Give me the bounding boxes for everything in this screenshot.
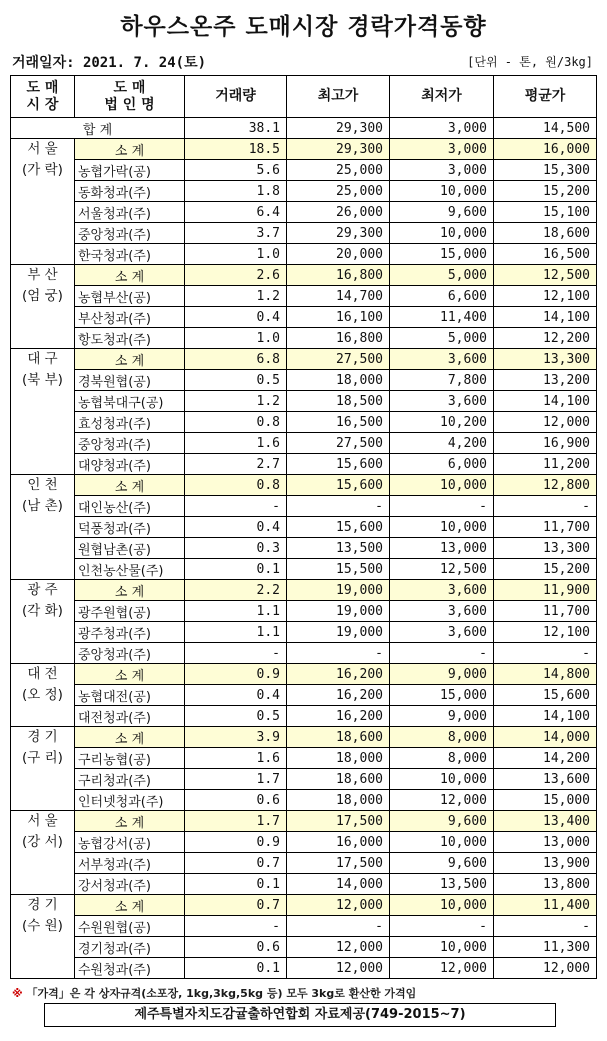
region-subname: (엄 궁)	[22, 288, 63, 304]
table-row	[11, 937, 597, 958]
corp-name: 항도청과(주)	[75, 328, 185, 349]
cell-min: 10,000	[390, 769, 494, 790]
table-body	[11, 118, 597, 979]
cell-avg: 11,200	[494, 454, 597, 475]
cell-volume: 0.5	[185, 706, 287, 727]
subtotal-label: 소 계	[75, 265, 185, 286]
cell-max: 12,000	[287, 895, 390, 916]
cell-min: 10,000	[390, 832, 494, 853]
cell-avg: 14,100	[494, 391, 597, 412]
region-name: 서 울	[27, 813, 58, 829]
region-subname: (가 락)	[22, 162, 63, 178]
cell-avg: 13,800	[494, 874, 597, 895]
region-name: 경 기	[27, 897, 58, 913]
cell-avg: 15,300	[494, 160, 597, 181]
cell-max: 18,000	[287, 748, 390, 769]
subtotal-row	[11, 811, 597, 832]
cell-volume: 0.1	[185, 874, 287, 895]
cell-min: 7,800	[390, 370, 494, 391]
cell-max: 20,000	[287, 244, 390, 265]
cell-volume: 6.4	[185, 202, 287, 223]
cell-volume: 0.4	[185, 685, 287, 706]
region-name: 경 기	[27, 729, 58, 745]
cell-volume: 0.8	[185, 412, 287, 433]
cell-volume: 2.7	[185, 454, 287, 475]
cell-volume: 1.0	[185, 244, 287, 265]
cell-min: -	[390, 916, 494, 937]
unit-label: [단위 - 톤, 원/3kg]	[467, 55, 593, 69]
cell-volume: -	[185, 916, 287, 937]
header-corp-line1: 도 매	[113, 79, 146, 96]
table-row	[11, 286, 597, 307]
total-label: 합 계	[11, 118, 185, 139]
cell-volume: 2.2	[185, 580, 287, 601]
region-cell	[11, 349, 75, 475]
cell-max: 15,600	[287, 454, 390, 475]
total-volume: 38.1	[185, 118, 287, 139]
subtotal-row	[11, 349, 597, 370]
table-row	[11, 853, 597, 874]
cell-avg: 14,000	[494, 727, 597, 748]
cell-min: 15,000	[390, 244, 494, 265]
cell-volume: 0.1	[185, 958, 287, 979]
cell-max: 18,600	[287, 727, 390, 748]
cell-volume: 0.3	[185, 538, 287, 559]
cell-avg: 11,700	[494, 517, 597, 538]
cell-avg: 13,300	[494, 349, 597, 370]
table-row	[11, 454, 597, 475]
price-note	[12, 985, 416, 1001]
cell-min: 3,000	[390, 139, 494, 160]
cell-avg: 11,300	[494, 937, 597, 958]
table-row	[11, 643, 597, 664]
cell-min: 5,000	[390, 328, 494, 349]
cell-volume: 6.8	[185, 349, 287, 370]
corp-name: 인천농산물(주)	[75, 559, 185, 580]
price-table	[10, 75, 597, 979]
region-name: 부 산	[27, 267, 58, 283]
corp-name: 원협남촌(공)	[75, 538, 185, 559]
corp-name: 농협북대구(공)	[75, 391, 185, 412]
region-subname: (북 부)	[22, 372, 63, 388]
cell-min: 13,000	[390, 538, 494, 559]
corp-name: 수원청과(주)	[75, 958, 185, 979]
cell-volume: -	[185, 643, 287, 664]
region-name: 인 천	[27, 477, 58, 493]
corp-name: 대인농산(주)	[75, 496, 185, 517]
cell-max: 14,700	[287, 286, 390, 307]
cell-min: 9,600	[390, 811, 494, 832]
corp-name: 부산청과(주)	[75, 307, 185, 328]
region-cell	[11, 895, 75, 979]
cell-max: 12,000	[287, 958, 390, 979]
corp-name: 광주원협(공)	[75, 601, 185, 622]
corp-name: 대양청과(주)	[75, 454, 185, 475]
table-row	[11, 916, 597, 937]
cell-min: 12,000	[390, 790, 494, 811]
cell-max: 16,200	[287, 685, 390, 706]
header-max: 최고가	[287, 76, 390, 118]
cell-max: 19,000	[287, 622, 390, 643]
corp-name: 동화청과(주)	[75, 181, 185, 202]
header-corp	[75, 76, 185, 118]
cell-volume: 1.6	[185, 433, 287, 454]
cell-volume: 0.4	[185, 517, 287, 538]
cell-min: 10,000	[390, 181, 494, 202]
cell-max: 18,000	[287, 790, 390, 811]
cell-avg: 13,600	[494, 769, 597, 790]
table-row	[11, 601, 597, 622]
cell-max: 16,200	[287, 664, 390, 685]
total-max: 29,300	[287, 118, 390, 139]
total-row	[11, 118, 597, 139]
cell-avg: 16,500	[494, 244, 597, 265]
region-subname: (수 원)	[22, 918, 63, 934]
cell-avg: 14,800	[494, 664, 597, 685]
cell-min: 3,000	[390, 160, 494, 181]
region-cell	[11, 580, 75, 664]
cell-max: 29,300	[287, 139, 390, 160]
table-row	[11, 622, 597, 643]
cell-max: 15,600	[287, 475, 390, 496]
corp-name: 구리농협(공)	[75, 748, 185, 769]
table-row	[11, 685, 597, 706]
cell-min: 9,600	[390, 202, 494, 223]
cell-min: 3,600	[390, 391, 494, 412]
cell-volume: 1.1	[185, 622, 287, 643]
cell-min: 8,000	[390, 727, 494, 748]
source-credit: 제주특별자치도감귤출하연합회 자료제공(749-2015~7)	[44, 1003, 556, 1027]
cell-volume: 0.7	[185, 895, 287, 916]
cell-avg: -	[494, 916, 597, 937]
corp-name: 대전청과(주)	[75, 706, 185, 727]
cell-avg: 16,000	[494, 139, 597, 160]
cell-max: 15,500	[287, 559, 390, 580]
cell-min: 3,600	[390, 349, 494, 370]
cell-volume: 3.9	[185, 727, 287, 748]
header-avg: 평균가	[494, 76, 597, 118]
cell-min: -	[390, 643, 494, 664]
cell-avg: 18,600	[494, 223, 597, 244]
table-row	[11, 769, 597, 790]
table-row	[11, 538, 597, 559]
cell-volume: 0.9	[185, 664, 287, 685]
subtotal-row	[11, 139, 597, 160]
corp-name: 덕풍청과(주)	[75, 517, 185, 538]
cell-min: 4,200	[390, 433, 494, 454]
cell-min: 10,000	[390, 895, 494, 916]
region-cell	[11, 811, 75, 895]
cell-avg: 12,500	[494, 265, 597, 286]
cell-volume: 1.2	[185, 286, 287, 307]
cell-max: 19,000	[287, 601, 390, 622]
cell-avg: 12,000	[494, 958, 597, 979]
header-market-line1: 도 매	[26, 79, 59, 96]
table-row	[11, 748, 597, 769]
cell-volume: 0.9	[185, 832, 287, 853]
page-title: 하우스온주 도매시장 경락가격동향	[120, 14, 487, 40]
region-subname: (강 서)	[22, 834, 63, 850]
cell-avg: 16,900	[494, 433, 597, 454]
cell-avg: 14,200	[494, 748, 597, 769]
cell-min: 8,000	[390, 748, 494, 769]
corp-name: 농협부산(공)	[75, 286, 185, 307]
cell-volume: 1.2	[185, 391, 287, 412]
cell-max: 12,000	[287, 937, 390, 958]
subtotal-label: 소 계	[75, 895, 185, 916]
cell-max: 18,600	[287, 769, 390, 790]
table-row	[11, 391, 597, 412]
cell-avg: 14,100	[494, 307, 597, 328]
note-mark: ※	[12, 987, 23, 1000]
corp-name: 농협강서(공)	[75, 832, 185, 853]
header-market	[11, 76, 75, 118]
subtotal-row	[11, 265, 597, 286]
cell-min: 12,000	[390, 958, 494, 979]
cell-avg: 12,100	[494, 622, 597, 643]
table-row	[11, 202, 597, 223]
cell-volume: 1.6	[185, 748, 287, 769]
corp-name: 경북원협(공)	[75, 370, 185, 391]
cell-min: 10,200	[390, 412, 494, 433]
cell-max: 29,300	[287, 223, 390, 244]
cell-min: 13,500	[390, 874, 494, 895]
cell-min: 9,000	[390, 706, 494, 727]
corp-name: 한국청과(주)	[75, 244, 185, 265]
region-cell	[11, 139, 75, 265]
cell-max: 25,000	[287, 160, 390, 181]
region-cell	[11, 265, 75, 349]
region-cell	[11, 727, 75, 811]
table-row	[11, 181, 597, 202]
cell-avg: 15,100	[494, 202, 597, 223]
table-row	[11, 832, 597, 853]
cell-avg: 11,900	[494, 580, 597, 601]
cell-avg: 15,000	[494, 790, 597, 811]
corp-name: 중앙청과(주)	[75, 643, 185, 664]
cell-avg: 12,800	[494, 475, 597, 496]
cell-volume: 0.8	[185, 475, 287, 496]
cell-min: 10,000	[390, 517, 494, 538]
table-row	[11, 559, 597, 580]
cell-max: 17,500	[287, 853, 390, 874]
cell-max: 13,500	[287, 538, 390, 559]
cell-max: 16,200	[287, 706, 390, 727]
cell-min: 10,000	[390, 223, 494, 244]
total-avg: 14,500	[494, 118, 597, 139]
subtotal-label: 소 계	[75, 580, 185, 601]
cell-max: 25,000	[287, 181, 390, 202]
cell-volume: 2.6	[185, 265, 287, 286]
cell-min: 3,600	[390, 622, 494, 643]
cell-volume: -	[185, 496, 287, 517]
subtotal-row	[11, 580, 597, 601]
note-text: 「가격」은 각 상자규격(소포장, 1kg,3kg,5kg 등) 모두 3kg로 환산한 가격임	[26, 987, 417, 1000]
cell-max: 16,100	[287, 307, 390, 328]
cell-max: 16,500	[287, 412, 390, 433]
corp-name: 농협가락(공)	[75, 160, 185, 181]
cell-volume: 1.8	[185, 181, 287, 202]
subtotal-label: 소 계	[75, 727, 185, 748]
cell-min: 6,600	[390, 286, 494, 307]
cell-min: 3,600	[390, 601, 494, 622]
cell-max: -	[287, 496, 390, 517]
cell-volume: 1.7	[185, 811, 287, 832]
table-row	[11, 160, 597, 181]
cell-min: 5,000	[390, 265, 494, 286]
cell-volume: 1.0	[185, 328, 287, 349]
cell-avg: 13,300	[494, 538, 597, 559]
cell-max: 19,000	[287, 580, 390, 601]
cell-volume: 1.7	[185, 769, 287, 790]
cell-max: 18,500	[287, 391, 390, 412]
cell-avg: 15,200	[494, 181, 597, 202]
subtotal-label: 소 계	[75, 664, 185, 685]
table-row	[11, 433, 597, 454]
table-row	[11, 706, 597, 727]
cell-avg: 12,000	[494, 412, 597, 433]
table-row	[11, 790, 597, 811]
cell-volume: 3.7	[185, 223, 287, 244]
cell-avg: 12,200	[494, 328, 597, 349]
cell-max: 16,000	[287, 832, 390, 853]
cell-volume: 1.1	[185, 601, 287, 622]
table-row	[11, 307, 597, 328]
region-subname: (오 정)	[22, 687, 63, 703]
subtotal-label: 소 계	[75, 349, 185, 370]
subtotal-label: 소 계	[75, 811, 185, 832]
cell-volume: 5.6	[185, 160, 287, 181]
table-row	[11, 517, 597, 538]
corp-name: 경기청과(주)	[75, 937, 185, 958]
cell-min: 6,000	[390, 454, 494, 475]
region-name: 대 구	[27, 351, 58, 367]
cell-max: -	[287, 643, 390, 664]
cell-volume: 0.5	[185, 370, 287, 391]
table-row	[11, 223, 597, 244]
corp-name: 중앙청과(주)	[75, 223, 185, 244]
region-cell	[11, 664, 75, 727]
cell-min: 15,000	[390, 685, 494, 706]
cell-max: -	[287, 916, 390, 937]
cell-volume: 18.5	[185, 139, 287, 160]
table-row	[11, 244, 597, 265]
cell-volume: 0.1	[185, 559, 287, 580]
corp-name: 강서청과(주)	[75, 874, 185, 895]
cell-min: 9,000	[390, 664, 494, 685]
region-cell	[11, 475, 75, 580]
cell-min: 11,400	[390, 307, 494, 328]
cell-max: 18,000	[287, 370, 390, 391]
cell-max: 14,000	[287, 874, 390, 895]
cell-min: 10,000	[390, 475, 494, 496]
subtotal-row	[11, 475, 597, 496]
corp-name: 인터넷청과(주)	[75, 790, 185, 811]
cell-min: 10,000	[390, 937, 494, 958]
header-volume: 거래량	[185, 76, 287, 118]
cell-max: 16,800	[287, 328, 390, 349]
cell-avg: -	[494, 496, 597, 517]
corp-name: 서울청과(주)	[75, 202, 185, 223]
cell-volume: 0.7	[185, 853, 287, 874]
table-row	[11, 958, 597, 979]
total-min: 3,000	[390, 118, 494, 139]
cell-min: 9,600	[390, 853, 494, 874]
cell-max: 16,800	[287, 265, 390, 286]
cell-volume: 0.4	[185, 307, 287, 328]
cell-avg: 13,400	[494, 811, 597, 832]
cell-min: 12,500	[390, 559, 494, 580]
region-name: 서 울	[27, 141, 58, 157]
table-row	[11, 874, 597, 895]
cell-min: 3,600	[390, 580, 494, 601]
subtotal-row	[11, 895, 597, 916]
cell-max: 27,500	[287, 349, 390, 370]
region-name: 광 주	[27, 582, 58, 598]
corp-name: 광주청과(주)	[75, 622, 185, 643]
header-corp-line2: 법 인 명	[104, 96, 155, 113]
subtotal-label: 소 계	[75, 139, 185, 160]
cell-volume: 0.6	[185, 937, 287, 958]
region-subname: (구 리)	[22, 750, 63, 766]
subtotal-row	[11, 727, 597, 748]
table-row	[11, 328, 597, 349]
cell-avg: 15,600	[494, 685, 597, 706]
cell-volume: 0.6	[185, 790, 287, 811]
cell-max: 17,500	[287, 811, 390, 832]
region-subname: (남 촌)	[22, 498, 63, 514]
cell-max: 27,500	[287, 433, 390, 454]
region-name: 대 전	[27, 666, 58, 682]
cell-avg: 12,100	[494, 286, 597, 307]
cell-avg: 14,100	[494, 706, 597, 727]
header-market-line2: 시 장	[26, 96, 59, 113]
corp-name: 농협대전(공)	[75, 685, 185, 706]
subtotal-row	[11, 664, 597, 685]
corp-name: 효성청과(주)	[75, 412, 185, 433]
header-min: 최저가	[390, 76, 494, 118]
trade-date: 거래일자: 2021. 7. 24(토)	[12, 55, 207, 71]
table-row	[11, 496, 597, 517]
table-row	[11, 412, 597, 433]
corp-name: 서부청과(주)	[75, 853, 185, 874]
corp-name: 수원원협(공)	[75, 916, 185, 937]
cell-avg: 11,400	[494, 895, 597, 916]
cell-max: 26,000	[287, 202, 390, 223]
table-row	[11, 370, 597, 391]
cell-min: -	[390, 496, 494, 517]
cell-avg: 11,700	[494, 601, 597, 622]
cell-avg: 13,000	[494, 832, 597, 853]
subtotal-label: 소 계	[75, 475, 185, 496]
region-subname: (각 화)	[22, 603, 63, 619]
corp-name: 구리청과(주)	[75, 769, 185, 790]
cell-max: 15,600	[287, 517, 390, 538]
cell-avg: 13,900	[494, 853, 597, 874]
corp-name: 중앙청과(주)	[75, 433, 185, 454]
cell-avg: 15,200	[494, 559, 597, 580]
cell-avg: 13,200	[494, 370, 597, 391]
cell-avg: -	[494, 643, 597, 664]
